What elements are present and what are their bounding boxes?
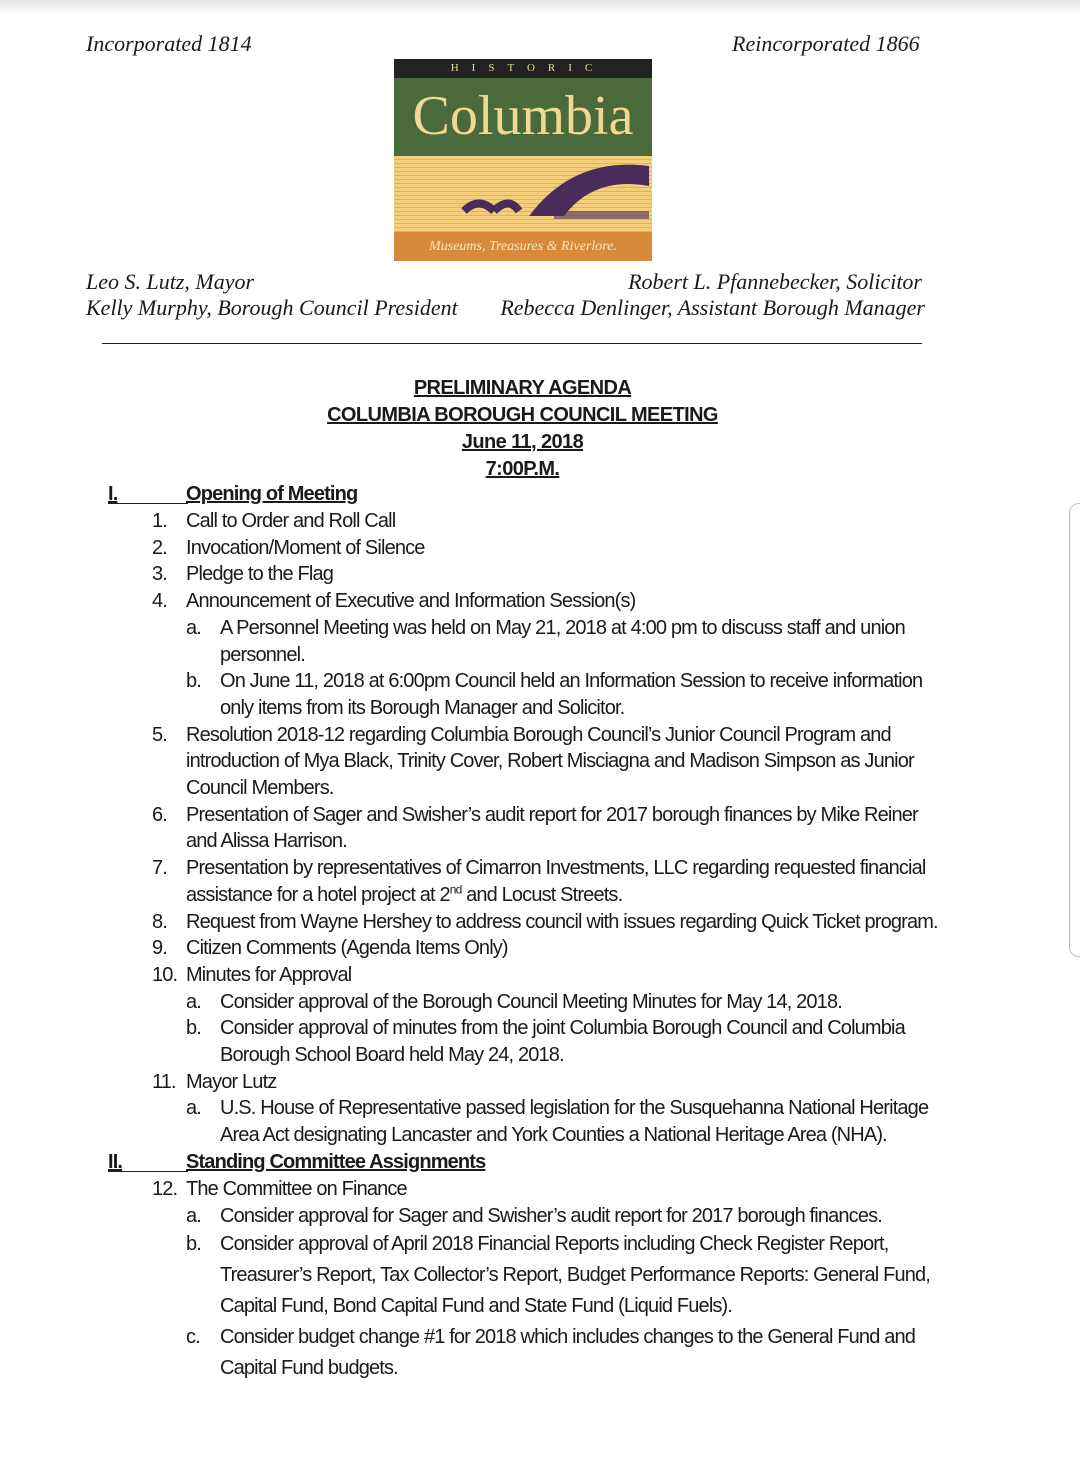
list-item <box>0 909 1080 936</box>
logo-name: Columbia <box>394 78 652 156</box>
item-text: and Locust Streets. <box>461 883 623 906</box>
item-text: Minutes for Approval <box>186 963 352 986</box>
sub-item <box>0 1015 1080 1068</box>
item-text: Consider approval for Sager and Swisher’s audit report for 2017 borough finances. <box>220 1204 882 1227</box>
item-marker: a. <box>186 990 201 1013</box>
item-text: and Alissa Harrison. <box>186 830 347 853</box>
item-text: The Committee on Finance <box>186 1177 407 1200</box>
item-marker: a. <box>186 1204 201 1227</box>
list-item <box>0 535 1080 562</box>
item-marker: c. <box>186 1326 200 1349</box>
agenda-body <box>0 481 1080 1384</box>
incorporated-label: Incorporated 1814 <box>86 31 252 56</box>
list-item <box>0 722 1080 802</box>
item-text: Capital Fund budgets. <box>220 1357 398 1380</box>
sub-item <box>0 1203 1080 1230</box>
item-text: Consider budget change #1 for 2018 which includes changes to the General Fund and <box>220 1326 916 1349</box>
list-item <box>0 508 1080 535</box>
item-marker: 3. <box>152 563 167 586</box>
item-text: personnel. <box>220 643 305 666</box>
item-text: Presentation by representatives of Cimarron Investments, LLC regarding requested financial <box>186 857 926 880</box>
item-marker: 4. <box>152 590 167 613</box>
title-date: June 11, 2018 <box>461 431 584 453</box>
sub-item <box>0 1095 1080 1148</box>
mayor-name: Leo S. Lutz, Mayor <box>86 269 255 294</box>
item-marker: 7. <box>152 857 167 880</box>
item-marker: 2. <box>152 536 167 559</box>
item-marker: b. <box>186 1233 201 1256</box>
item-marker: a. <box>186 1097 201 1120</box>
item-marker: 9. <box>152 937 167 960</box>
item-marker: 5. <box>152 723 167 746</box>
item-text: A Personnel Meeting was held on May 21, 2018 at 4:00 pm to discuss staff and union <box>220 616 905 639</box>
item-text: Treasurer’s Report, Tax Collector’s Report, Budget Performance Reports: General Fund, <box>220 1264 930 1287</box>
item-text: nd <box>449 882 462 897</box>
list-item <box>0 802 1080 855</box>
list-item <box>0 935 1080 962</box>
sub-item <box>0 1229 1080 1322</box>
item-text: Announcement of Executive and Information Session(s) <box>186 590 636 613</box>
item-marker: 12. <box>152 1177 178 1200</box>
item-marker: a. <box>186 616 201 639</box>
logo-tagline: Museums, Treasures & Riverlore. <box>394 232 652 261</box>
list-item <box>0 588 1080 615</box>
agenda-title <box>0 375 1045 483</box>
list-item <box>0 962 1080 989</box>
item-marker: 11. <box>152 1070 176 1093</box>
list-item <box>0 1069 1080 1096</box>
list-item <box>0 561 1080 588</box>
item-marker: 6. <box>152 803 167 826</box>
reincorporated-label: Reincorporated 1866 <box>732 31 920 56</box>
item-marker: 8. <box>152 910 167 933</box>
item-text: assistance for a hotel project at 2 <box>186 883 450 906</box>
item-text: only items from its Borough Manager and Solicitor. <box>220 696 625 719</box>
item-text: Presentation of Sager and Swisher’s audit report for 2017 borough finances by Mike Reiner <box>186 803 918 826</box>
item-text: U.S. House of Representative passed legislation for the Susquehanna National Heritage <box>220 1097 929 1120</box>
sub-item <box>0 615 1080 668</box>
list-item <box>0 855 1080 908</box>
item-text: Pledge to the Flag <box>186 563 334 586</box>
item-text: On June 11, 2018 at 6:00pm Council held an Information Session to receive information <box>220 670 923 693</box>
item-text: Capital Fund, Bond Capital Fund and State Fund (Liquid Fuels). <box>220 1295 733 1318</box>
list-item <box>0 1176 1080 1203</box>
scrollbar[interactable] <box>1069 503 1080 957</box>
item-marker: b. <box>186 1017 201 1040</box>
bridge-illustration <box>394 156 652 232</box>
item-text: Mayor Lutz <box>186 1070 277 1093</box>
item-text: Consider approval of April 2018 Financial Reports including Check Register Report, <box>220 1233 889 1256</box>
item-text: introduction of Mya Black, Trinity Cover, Robert Misciagna and Madison Simpson as Junior <box>186 750 914 773</box>
item-text: Area Act designating Lancaster and York Counties a National Heritage Area (NHA). <box>220 1124 887 1147</box>
section-number: I. <box>108 483 118 505</box>
item-marker: 1. <box>152 510 167 532</box>
title-time: 7:00P.M. <box>485 458 560 480</box>
solicitor-name: Robert L. Pfannebecker, Solicitor <box>628 269 922 294</box>
item-text: Borough School Board held May 24, 2018. <box>220 1044 564 1067</box>
item-text: Council Members. <box>186 777 334 800</box>
item-marker: 10. <box>152 963 178 986</box>
divider <box>102 343 922 344</box>
item-text: Citizen Comments (Agenda Items Only) <box>186 937 508 960</box>
sub-item <box>0 1322 1080 1384</box>
section-title: Standing Committee Assignments <box>186 1150 486 1173</box>
section-heading <box>0 481 1080 508</box>
item-text: Request from Wayne Hershey to address council with issues regarding Quick Ticket program. <box>186 910 938 933</box>
item-marker: b. <box>186 670 201 693</box>
historic-columbia-logo <box>394 59 652 261</box>
top-shadow <box>0 0 1080 14</box>
logo-top-text: HISTORIC <box>394 59 652 78</box>
title-line: COLUMBIA BOROUGH COUNCIL MEETING <box>327 404 718 426</box>
section-title: Opening of Meeting <box>186 483 358 505</box>
title-line: PRELIMINARY AGENDA <box>413 377 632 399</box>
section-number: II. <box>108 1150 123 1173</box>
item-text: Call to Order and Roll Call <box>186 510 396 532</box>
sub-item <box>0 989 1080 1016</box>
sub-item <box>0 668 1080 721</box>
item-text: Resolution 2018-12 regarding Columbia Borough Council’s Junior Council Program and <box>186 723 891 746</box>
assistant-manager-name: Rebecca Denlinger, Assistant Borough Manager <box>500 295 925 320</box>
item-text: Consider approval of the Borough Council Meeting Minutes for May 14, 2018. <box>220 990 842 1013</box>
council-president-name: Kelly Murphy, Borough Council President <box>86 295 458 320</box>
section-heading <box>0 1149 1080 1176</box>
item-text: Consider approval of minutes from the joint Columbia Borough Council and Columbia <box>220 1017 905 1040</box>
item-text: Invocation/Moment of Silence <box>186 536 425 559</box>
